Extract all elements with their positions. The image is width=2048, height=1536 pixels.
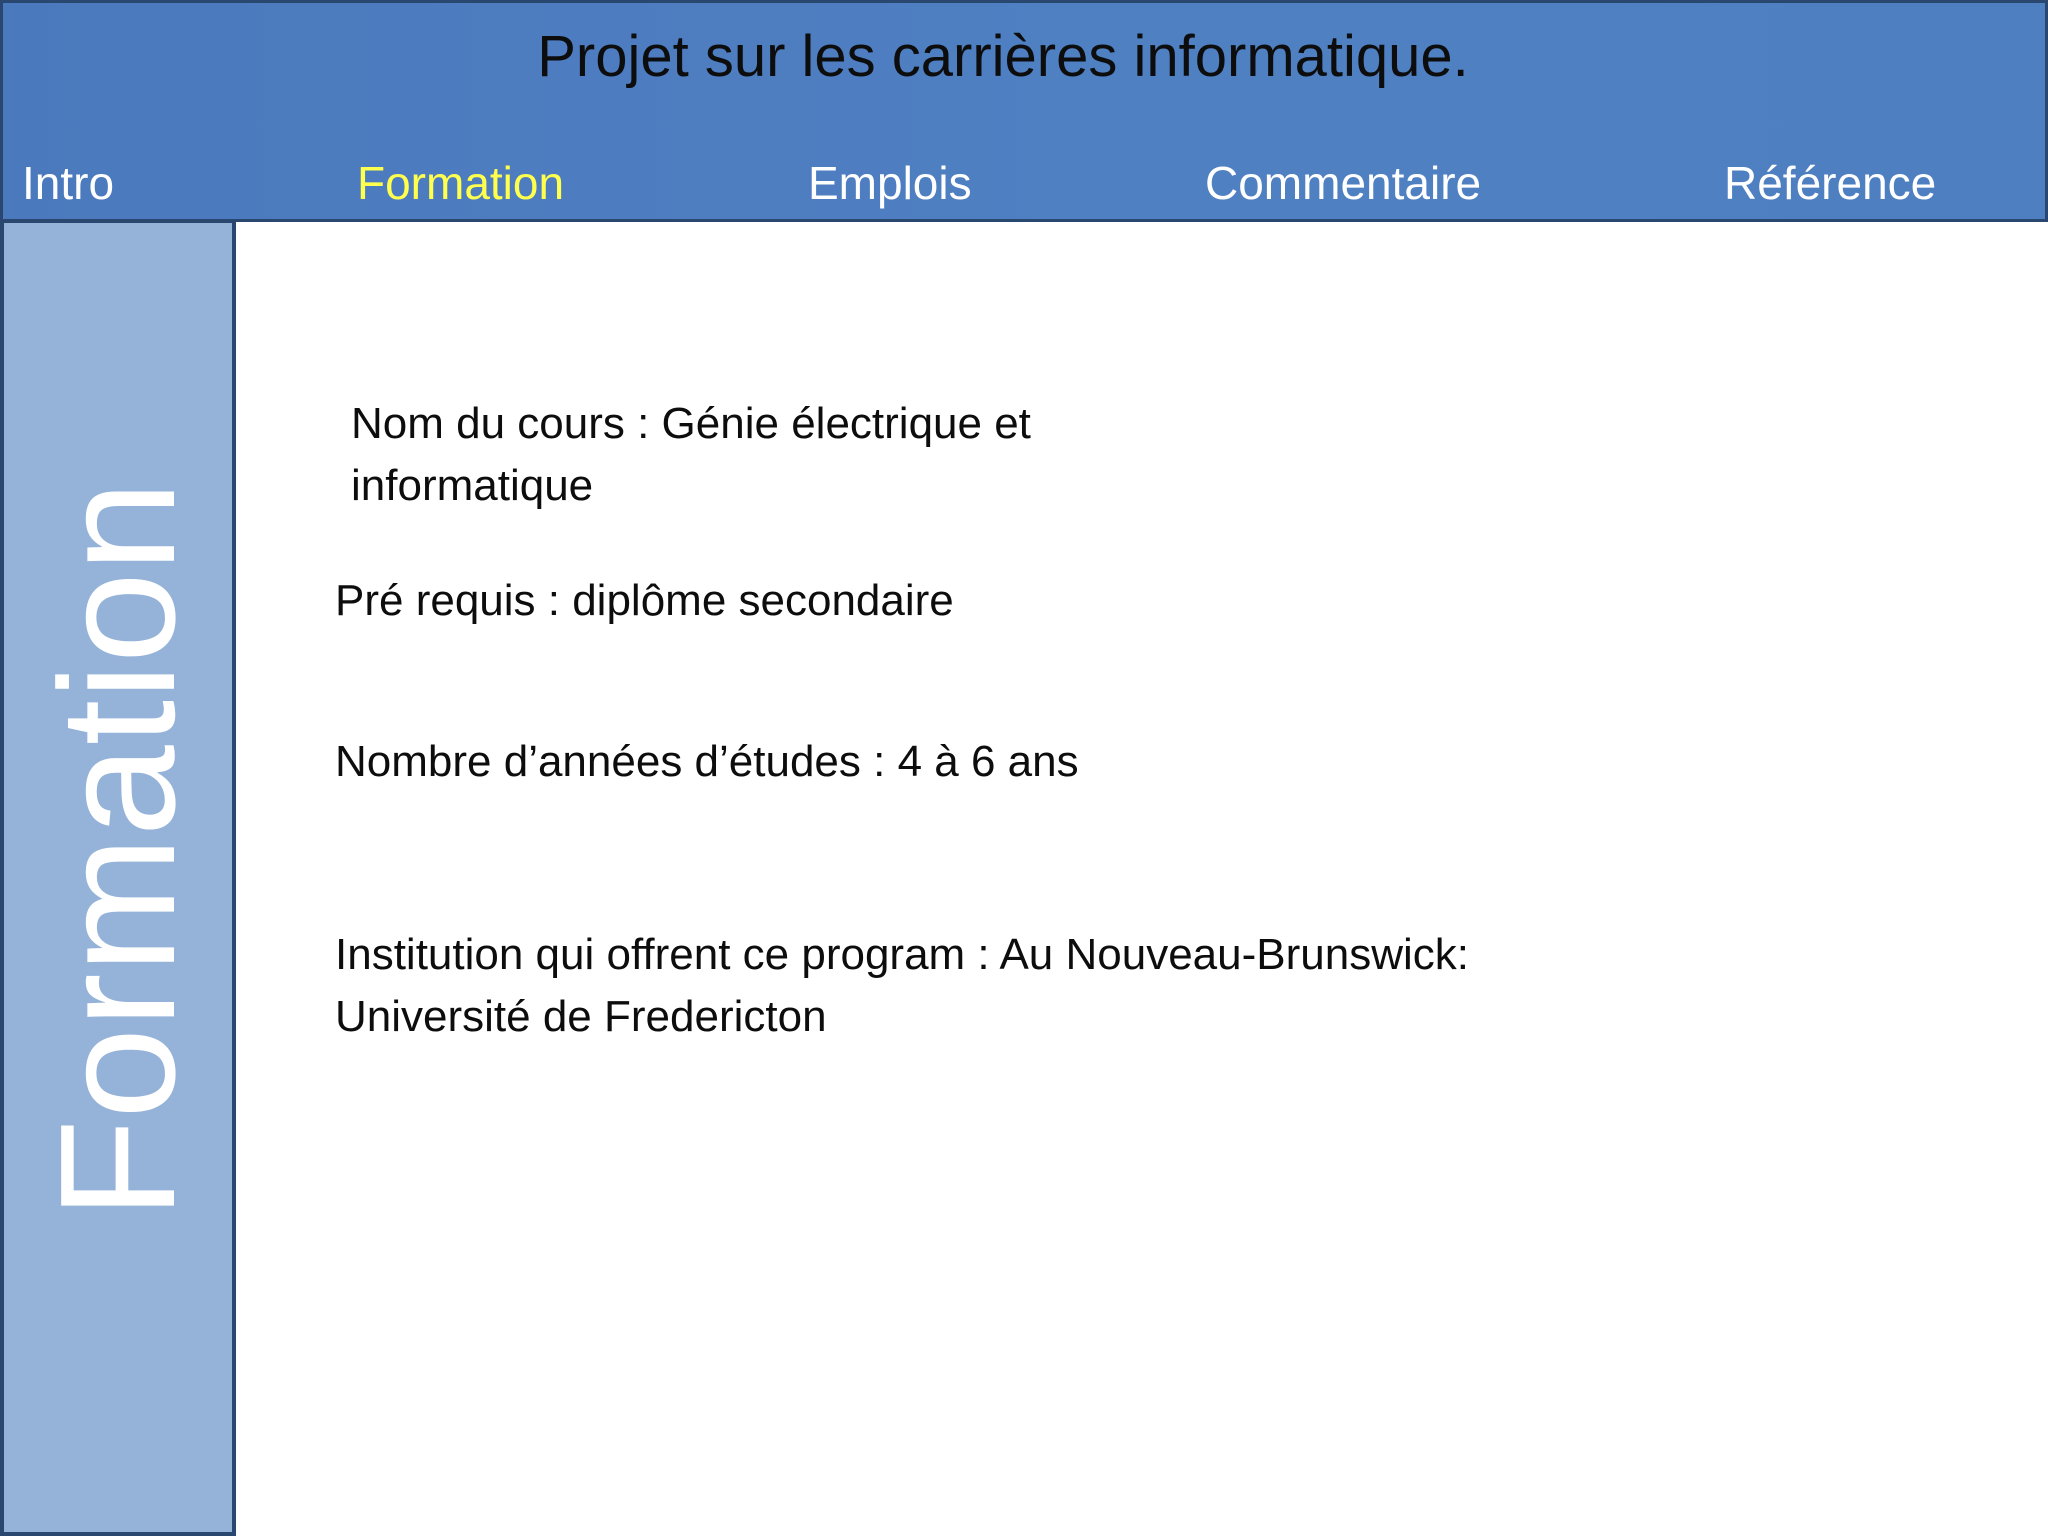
page-title: Projet sur les carrières informatique. <box>537 24 1469 89</box>
nav-reference[interactable]: Référence <box>1724 157 1937 209</box>
course-name-line1: Nom du cours : Génie électrique et <box>351 399 1031 448</box>
study-years-text: Nombre d’années d’études : 4 à 6 ans <box>335 737 1079 786</box>
course-name-line2: informatique <box>351 461 594 510</box>
header-bar <box>0 0 2048 222</box>
sidebar-section-label: Formation <box>26 480 209 1220</box>
institution-line1: Institution qui offrent ce program : Au Nouveau-Brunswick: <box>335 930 1469 979</box>
institution-line2: Université de Fredericton <box>335 992 827 1041</box>
nav-formation[interactable]: Formation <box>357 157 565 209</box>
prerequisite-text: Pré requis : diplôme secondaire <box>335 576 954 625</box>
nav-commentaire[interactable]: Commentaire <box>1205 157 1482 209</box>
nav-emplois[interactable]: Emplois <box>808 157 972 209</box>
nav-intro[interactable]: Intro <box>22 157 115 209</box>
